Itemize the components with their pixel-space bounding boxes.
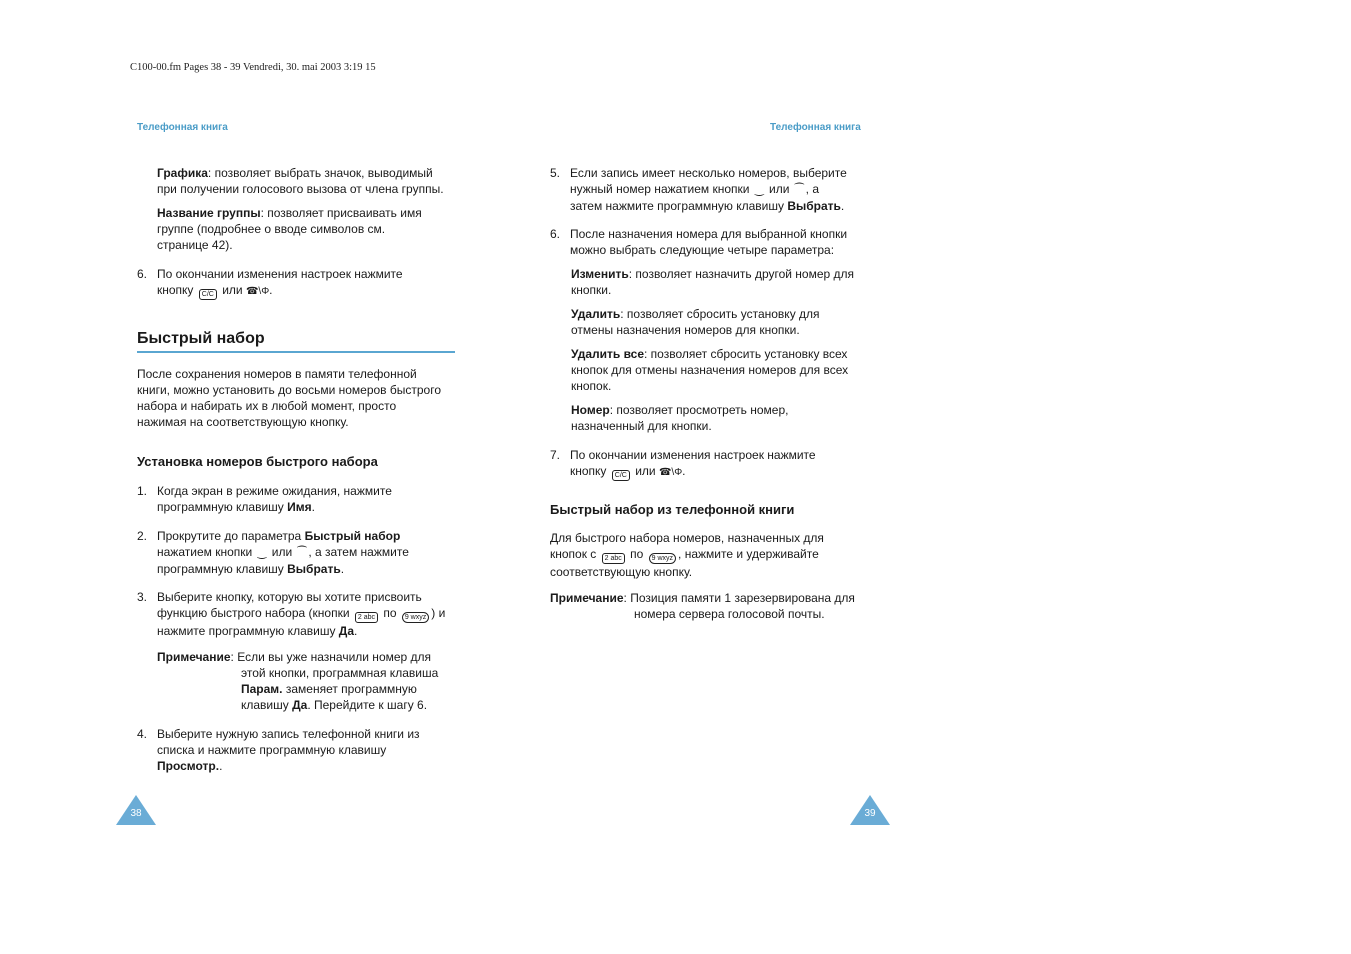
step-text: По окончании изменения настроек нажмите [157,267,403,281]
step-number: 6. [550,227,561,241]
running-header-right: Телефонная книга [770,122,861,133]
po-text: по [383,606,397,620]
option-term: Изменить [571,267,629,281]
step-number: 6. [137,267,148,281]
grafika-text: : позволяет выбрать значок, выводимый [207,166,433,180]
intro-line: После сохранения номеров в памяти телефонной [137,367,417,381]
clear-key-icon: C/C [612,470,630,481]
step-text: Выберите нужную запись телефонной книги из [157,727,420,741]
step-text: , а затем нажмите [308,545,409,559]
step-text: списка и нажмите программную клавишу [157,743,387,757]
softkey-name: Просмотр. [157,759,220,773]
grafika-item [157,165,444,197]
up-key-icon: ‿ [257,546,267,559]
intro-line: набора и набирать их в любой момент, просто [137,399,397,413]
po-text: по [630,547,644,561]
step-text: нужный номер нажатием кнопки [570,182,750,196]
group-text-3: странице 42). [157,238,233,252]
option-text: : позволяет назначить другой номер для [628,267,855,281]
end-key-icon: ☎\Φ [658,467,683,478]
step-number: 2. [137,529,148,543]
down-key-icon: ⁀ [794,183,804,196]
step-number: 4. [137,727,148,741]
option-term: Удалить все [571,347,645,361]
note-text: клавишу [241,698,293,712]
step-text: нажмите программную клавишу [157,624,339,638]
step-text: Если запись имеет несколько номеров, выберите [570,166,847,180]
step-text: программную клавишу [157,561,288,576]
intro-line: книги, можно установить до восьми номеров быстрого [137,383,442,397]
section-title: Быстрый набор [137,330,265,347]
step-text: , а [805,182,819,196]
key-9-icon: 9 wxyz [649,553,676,564]
option-text: кнопок для отмены назначения номеров для всех [571,363,849,377]
step-text: программную клавишу [157,500,288,514]
note-right [550,590,855,622]
note-text: номера сервера голосовой почты. [634,607,825,621]
group-text: : позволяет присваивать имя [260,206,422,220]
option-change [571,266,854,298]
subsection-title: Установка номеров быстрого набора [137,454,378,469]
step-text: По окончании изменения настроек нажмите [570,448,816,462]
note-term: Примечание [157,650,231,664]
intro-line: нажимая на соответствующую кнопку. [137,415,349,429]
speed-dial-paragraph [550,530,824,580]
step-text: ) и [431,606,446,620]
group-text-2: группе (подробнее о вводе символов см. [157,222,386,236]
note-text: : Если вы уже назначили номер для [230,650,432,664]
step-text: Когда экран в режиме ожидания, нажмите [157,484,392,498]
paragraph-text: кнопок с [550,547,597,561]
step-text: кнопку [570,464,607,478]
subsection-title-right: Быстрый набор из телефонной книги [550,502,795,517]
step-text: Выберите кнопку, которую вы хотите присвоить [157,590,422,604]
option-delete [571,306,820,338]
softkey-name: Выбрать [287,561,341,576]
paragraph-line: соответствующую кнопку. [550,565,693,579]
step-6-right [550,226,847,258]
option-text: назначенный для кнопки. [571,419,712,433]
menu-name: Быстрый набор [304,529,401,543]
step-7: 7. По окончании изменения настроек нажмите кнопку C/C или ☎\Φ. [550,448,816,479]
softkey-name: Выбрать [787,198,841,213]
step-5: 5. Если запись имеет несколько номеров, выберите нужный номер нажатием кнопки ‿ или ⁀ , а затем нажмите программную клавишу Выбрать. [550,166,847,213]
step-text: После назначения номера для выбранной кнопки [570,227,848,241]
note-left [157,649,438,713]
step-number: 1. [137,484,148,498]
section-rule [137,351,455,353]
option-text: : позволяет сбросить установку для [620,307,820,321]
or-text: или [635,464,656,478]
option-text: : позволяет сбросить установку всех [644,347,848,361]
step-number: 5. [550,166,561,180]
step-number: 7. [550,448,561,462]
option-delete-all [571,346,848,394]
step-6-left: 6. По окончании изменения настроек нажмите кнопку C/C или ☎\Φ. [137,267,403,298]
up-key-icon: ‿ [754,183,764,196]
option-term: Номер [571,403,610,417]
softkey-name: Да [292,698,308,712]
key-9-icon: 9 wxyz [402,612,429,623]
note-text: этой кнопки, программная клавиша [241,666,439,680]
softkey-name: Парам. [241,682,283,696]
clear-key-icon: C/C [199,289,217,300]
step-text: затем нажмите программную клавишу [570,198,788,213]
paragraph-line: Для быстрого набора номеров, назначенных для [550,531,824,545]
group-name-item [157,205,422,253]
or-text: или [271,545,293,559]
end-key-icon: ☎\Φ [245,286,270,297]
step-text: функцию быстрого набора (кнопки [157,606,350,620]
page-number-right: 39 [864,808,876,819]
option-text: : позволяет просмотреть номер, [609,403,789,417]
step-2: 2. Прокрутите до параметра Быстрый набор нажатием кнопки ‿ или ⁀ , а затем нажмите программную клавишу Выбрать. [137,529,409,576]
page-number-left: 38 [130,808,142,819]
step-1: 1. Когда экран в режиме ожидания, нажмите программную клавишу Имя. [137,484,392,514]
grafika-term: Графика [157,166,208,180]
running-header-left: Телефонная книга [137,122,228,133]
option-text: кнопок. [571,379,612,393]
step-4: 4. Выберите нужную запись телефонной книги из списка и нажмите программную клавишу Просмотр.. [137,727,420,773]
paragraph-text: , нажмите и удерживайте [678,547,819,561]
or-text: или [222,283,243,297]
note-text: заменяет программную [282,682,417,696]
option-number [571,402,788,434]
step-text: нажатием кнопки [157,545,253,559]
grafika-text-2: при получении голосового вызова от члена группы. [157,182,444,196]
down-key-icon: ⁀ [297,546,307,559]
intro-paragraph [137,366,441,430]
step-text: кнопку [157,283,194,297]
group-term: Название группы [157,206,261,220]
key-2-icon: 2 abc [355,612,378,623]
step-text: можно выбрать следующие четыре параметра: [570,243,835,257]
option-term: Удалить [571,307,621,321]
option-text: кнопки. [571,283,612,297]
note-term: Примечание [550,591,624,605]
key-2-icon: 2 abc [602,553,625,564]
or-text: или [769,182,790,196]
step-text: Прокрутите до параметра [157,529,305,543]
note-text: : Позиция памяти 1 зарезервирована для [623,591,855,605]
softkey-name: Да [338,624,355,638]
note-text: . Перейдите к шагу 6. [307,698,428,712]
step-3: 3. Выберите кнопку, которую вы хотите присвоить функцию быстрого набора (кнопки 2 abc по 9 wxyz ) и нажмите программную клавишу Да. [137,590,446,638]
file-info: C100-00.fm Pages 38 - 39 Vendredi, 30. mai 2003 3:19 15 [130,62,376,73]
option-text: отмены назначения номеров для кнопки. [571,323,800,337]
step-number: 3. [137,590,148,604]
softkey-name: Имя [287,500,312,514]
